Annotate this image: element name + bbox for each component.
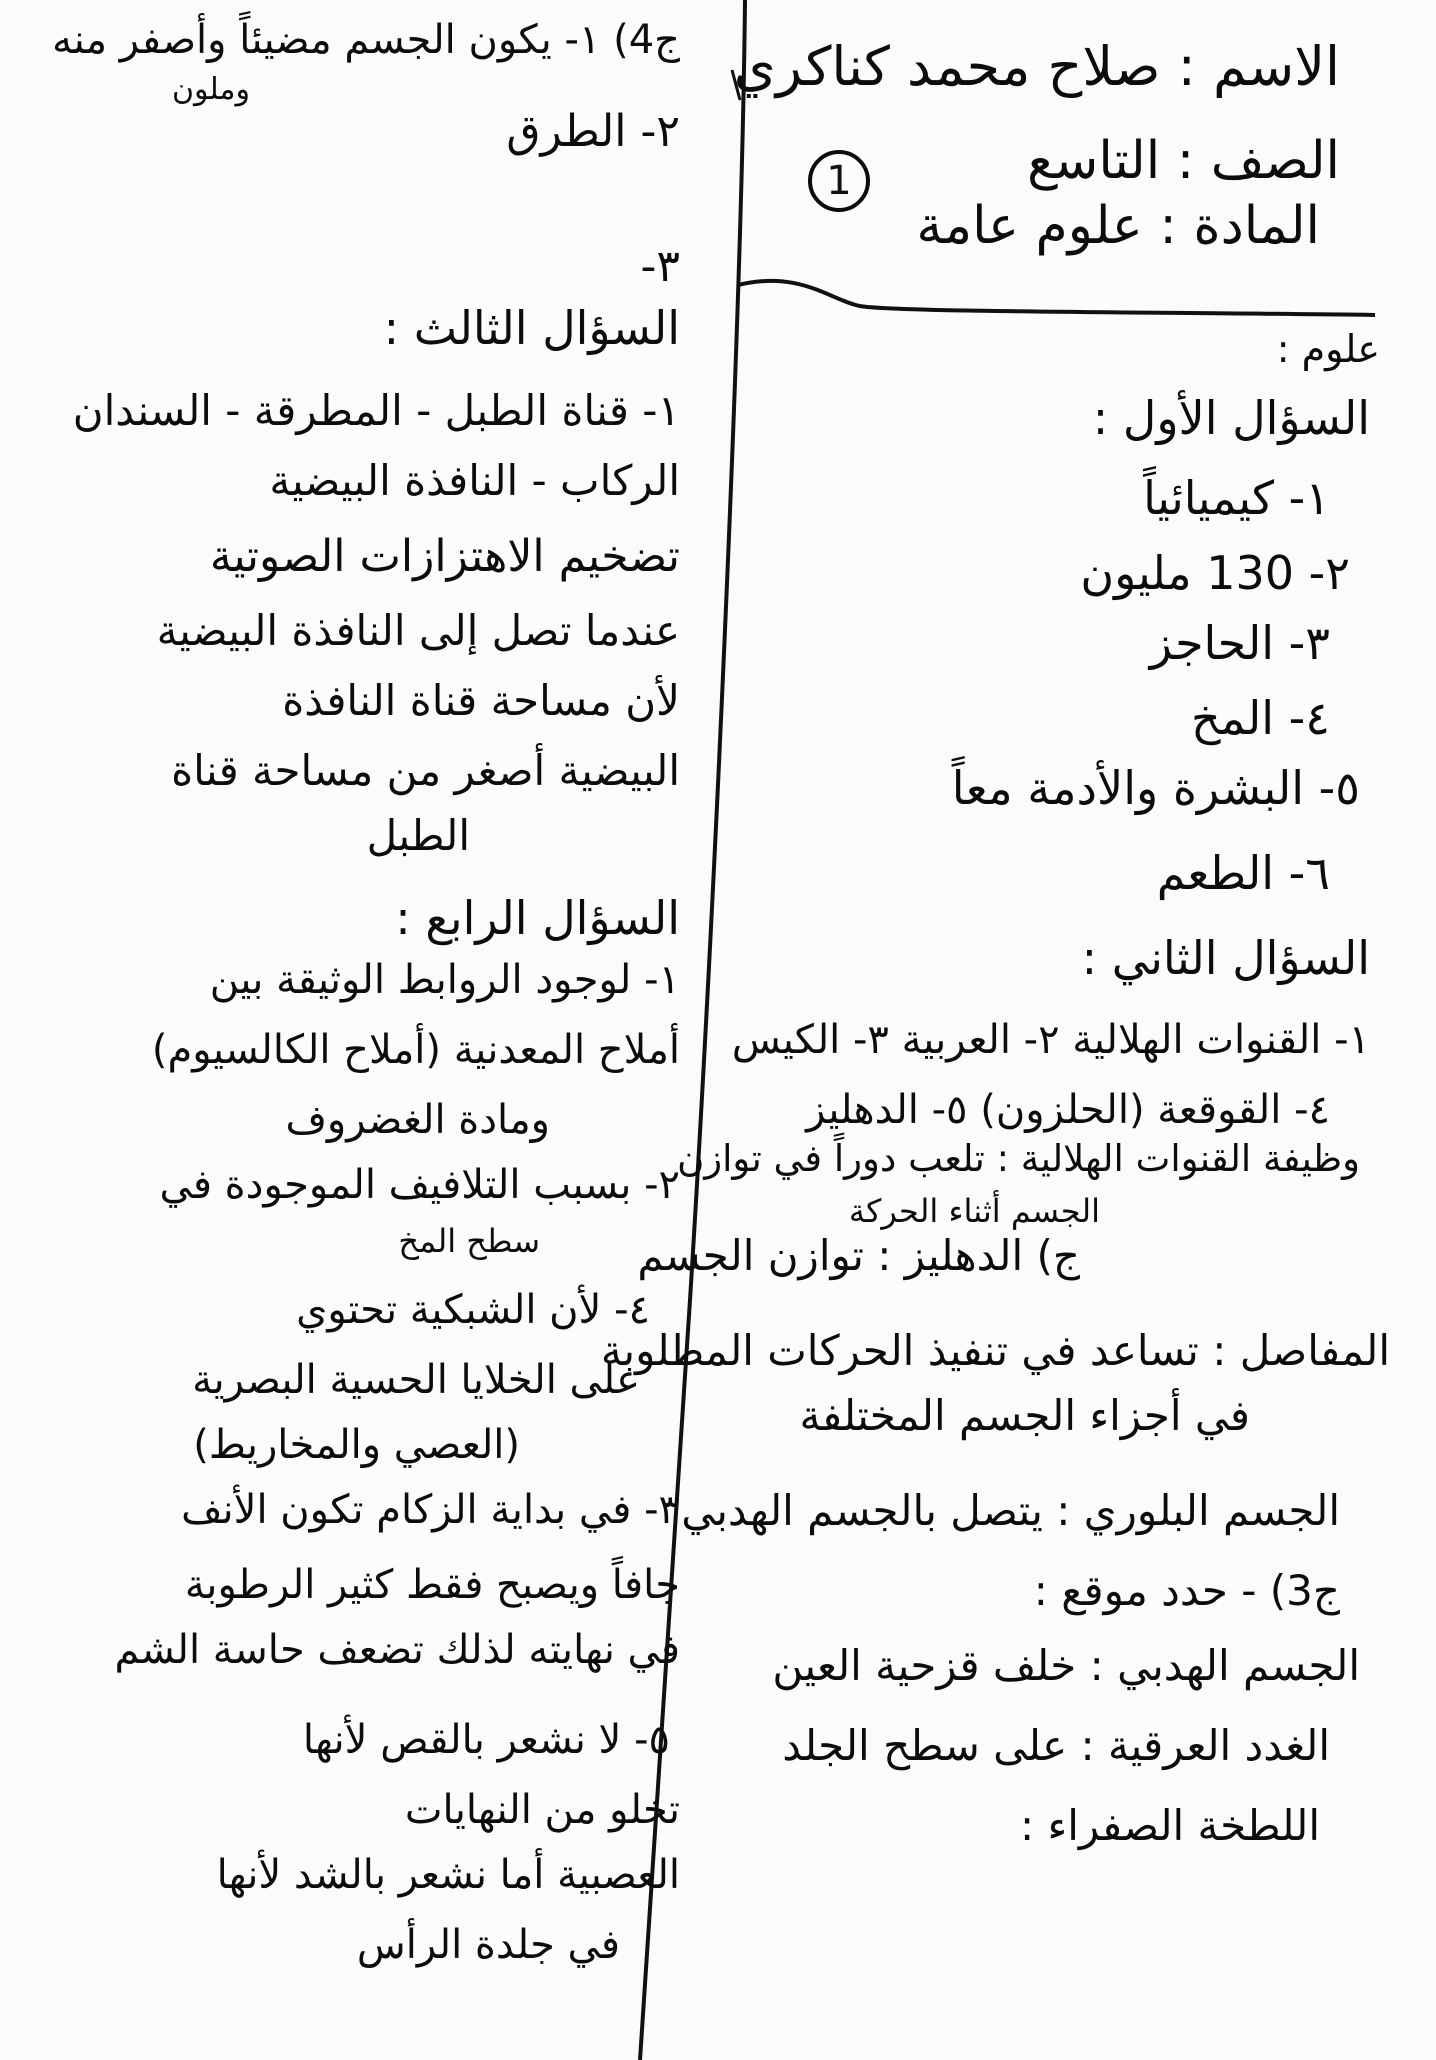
q4-line: ٣- في بداية الزكام تكون الأنف (181, 1487, 680, 1533)
q4-top-line: ج4) ١- يكون الجسم مضيئاً وأصفر منه (52, 17, 680, 63)
q1-answer: ٢- 130 مليون (1080, 546, 1350, 600)
section-label: علوم : (1276, 327, 1380, 371)
q2-line: ج3) - حدد موقع : (1033, 1566, 1340, 1615)
q2-title: السؤال الثاني : (1081, 931, 1370, 985)
q3-title: السؤال الثالث : (383, 301, 680, 355)
q4-line: في نهايته لذلك تضعف حاسة الشم (114, 1627, 680, 1673)
q2-line: في أجزاء الجسم المختلفة (799, 1391, 1250, 1440)
q4-line: (العصي والمخاريط) (193, 1422, 520, 1468)
grade-line: الصف : التاسع (1027, 131, 1340, 191)
q4-line: العصبية أما نشعر بالشد لأنها (216, 1852, 680, 1898)
q4-line: أملاح المعدنية (أملاح الكالسيوم) (151, 1027, 680, 1073)
q4-line: جافاً ويصبح فقط كثير الرطوبة (184, 1562, 680, 1608)
q1-answer: ٥- البشرة والأدمة معاً (951, 761, 1360, 815)
q4-line: ٥- لا نشعر بالقص لأنها (302, 1717, 670, 1763)
q2-line: ج) الدهليز : توازن الجسم (637, 1231, 1080, 1280)
q4-line: في جلدة الرأس (356, 1922, 620, 1968)
q4-line: ومادة الغضروف (285, 1097, 550, 1143)
right-column (600, 0, 1400, 2060)
q2-line: ٤- القوقعة (الحلزون) ٥- الدهليز (806, 1087, 1330, 1133)
q2-line: الجسم أثناء الحركة (848, 1192, 1100, 1230)
q4-line: سطح المخ (398, 1222, 540, 1260)
q3-line: الطبل (366, 811, 470, 860)
q4-top-line: ٢- الطرق (506, 106, 680, 157)
q2-line: وظيفة القنوات الهلالية : تلعب دوراً في توازن (677, 1137, 1360, 1180)
q3-line: عندما تصل إلى النافذة البيضية (156, 606, 680, 655)
q4-top-line: وملون (171, 72, 250, 107)
q1-answer: ٦- الطعم (1156, 846, 1330, 900)
page-number: 1 (826, 158, 852, 204)
q1-answer: ١- كيميائياً (1143, 471, 1330, 525)
q4-line: ٢- بسبب التلافيف الموجودة في (159, 1162, 680, 1208)
q4-line: ١- لوجود الروابط الوثيقة بين (209, 957, 680, 1003)
subject-line: المادة : علوم عامة (916, 196, 1320, 256)
q2-line: الجسم الهدبي : خلف قزحية العين (772, 1641, 1360, 1690)
q2-line: اللطخة الصفراء : (1019, 1801, 1320, 1850)
left-column (52, 0, 680, 2060)
q3-line: ١- قناة الطبل - المطرقة - السندان (72, 386, 680, 435)
q2-line: المفاصل : تساعد في تنفيذ الحركات المطلوبة (600, 1326, 1390, 1375)
q3-line: البيضية أصغر من مساحة قناة (171, 746, 680, 795)
q4-line: على الخلايا الحسية البصرية (192, 1357, 640, 1403)
q2-line: ١- القنوات الهلالية ٢- العربية ٣- الكيس (731, 1017, 1370, 1063)
q3-line: الركاب - النافذة البيضية (269, 456, 680, 505)
q3-line: لأن مساحة قناة النافذة (282, 676, 680, 725)
q2-line: الجسم البلوري : يتصل بالجسم الهدبي (681, 1486, 1340, 1535)
q1-title: السؤال الأول : (1092, 391, 1370, 445)
q1-answer: ٤- المخ (1190, 691, 1330, 745)
q1-answer: ٣- الحاجز (1149, 616, 1330, 670)
q4-line: تخلو من النهايات (404, 1787, 680, 1833)
q4-top-line: ٣- (640, 241, 680, 292)
q4-title: السؤال الرابع : (395, 891, 680, 945)
student-name-line: الاسم : صلاح محمد كناكري (733, 35, 1340, 98)
q3-line: تضخيم الاهتزازات الصوتية (209, 531, 680, 582)
q4-line: ٤- لأن الشبكية تحتوي (296, 1287, 650, 1333)
q2-line: الغدد العرقية : على سطح الجلد (782, 1721, 1330, 1770)
